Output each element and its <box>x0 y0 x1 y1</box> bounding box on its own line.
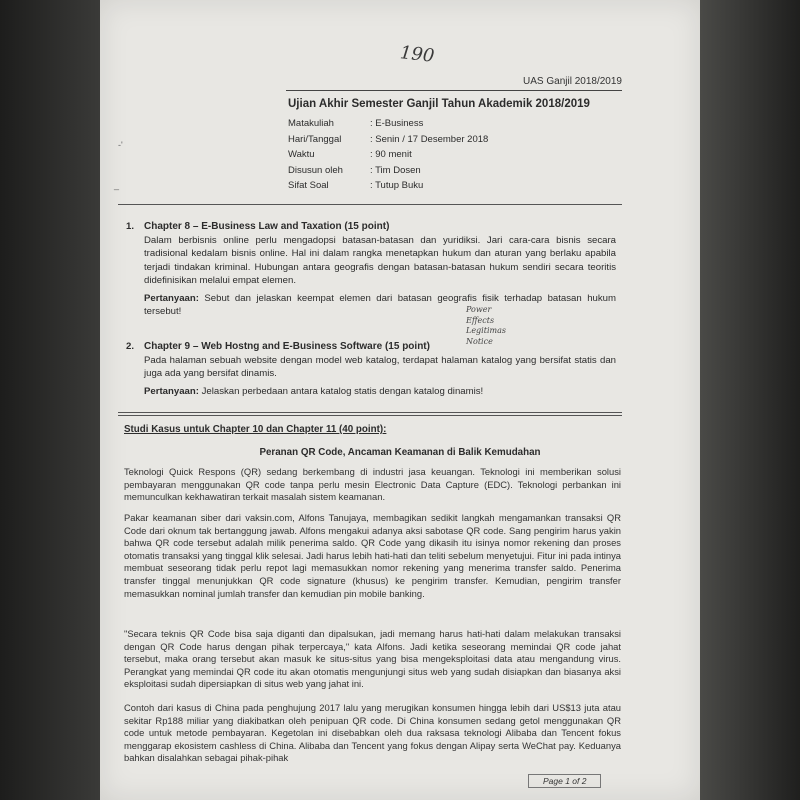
case-study-title: Peranan QR Code, Ancaman Keamanan di Balik Kemudahan <box>259 447 541 458</box>
info-key: Waktu <box>288 149 315 160</box>
info-key: Sifat Soal <box>288 180 329 191</box>
note-line: Notice <box>466 336 493 346</box>
section-divider <box>118 412 622 413</box>
background-right <box>700 0 800 800</box>
info-row-waktu <box>288 147 488 163</box>
info-row-disusun <box>288 163 488 179</box>
exam-info <box>288 116 488 194</box>
info-row-hari-tanggal <box>288 132 488 148</box>
ask-text: Jelaskan perbedaan antara katalog statis dengan katalog dinamis! <box>201 385 484 397</box>
info-row-sifat-soal <box>288 178 488 194</box>
case-study-heading: Studi Kasus untuk Chapter 10 dan Chapter 11 (40 point): <box>124 424 387 435</box>
page-indicator: Page 1 of 2 <box>528 774 601 788</box>
info-value: : Tim Dosen <box>370 164 421 176</box>
background-left <box>0 0 100 800</box>
info-value: : Tutup Buku <box>370 180 424 191</box>
question-number: 1. <box>126 221 135 232</box>
info-row-matakuliah <box>288 116 488 132</box>
info-key: Hari/Tanggal <box>288 133 342 145</box>
margin-mark: _ <box>114 180 120 190</box>
question-body: Pada halaman sebuah website dengan model web katalog, terdapat halaman katalog yang bersifat statis dan juga ada yang bersifat dinamis. <box>144 354 616 379</box>
ask-text: Sebut dan jelaskan keempat elemen dari batasan geografis fisik terhadap batasan hukum tersebut! <box>144 292 616 317</box>
question-2 <box>126 340 616 398</box>
section-divider <box>118 204 622 205</box>
note-line: Effects <box>466 315 495 325</box>
case-paragraph: Pakar keamanan siber dari vaksin.com, Alfons Tanujaya, membagikan sedikit langkah mengamankan transaksi QR Code dari oknum tak bertanggung jawab. Alfons mengakui adanya aksi sabotase QR code. Sang pengirim harus yakin bahwa QR code tersebut adalah milik penerima saldo. QR Code yang dikasih itu isinya nomor rekening dan proses otomatis transaksi yang tinggal klik selesai. Jadi harus lebih hati-hati dan teliti sebelum menyetujui. Fitur ini pada intinya membuat seseorang tidak perlu repot lagi memasukkan nomor rekening yang menerima transfer saldo. Penerima transfer tinggal menunjukkan QR code signature (khusus) ke pengirim transfer. Kemudian, pengirim transfer memasukkan nominal jumlah transfer dan kemudian pin mobile banking. <box>124 512 621 599</box>
note-line: Power <box>466 305 492 314</box>
info-key: Disusun oleh <box>288 164 343 176</box>
header-divider <box>286 90 622 91</box>
info-key: Matakuliah <box>288 118 334 129</box>
question-number: 2. <box>126 341 135 352</box>
info-value: : 90 menit <box>370 149 412 160</box>
note-line: Legitimas <box>466 326 506 335</box>
section-divider <box>118 415 622 416</box>
case-paragraph: "Secara teknis QR Code bisa saja diganti dan dipalsukan, jadi memang harus hati-hati dalam melakukan transaksi dengan QR Code harus dengan pihak terpercaya," kata Alfons. Jadi ketika seseorang memindai QR code jahat tersebut, maka orang tersebut akan masuk ke situs-situs yang bisa mengeksploitasi data atau mengandung virus. Perangkat yang memindai QR code itu akan otomatis mengunjungi situs web yang sudah disiapkan dan biasanya aksi eksploitasi sudah dipersiapkan di situs web yang jahat ini. <box>124 628 621 690</box>
exam-title: Ujian Akhir Semester Ganjil Tahun Akademik 2018/2019 <box>288 98 590 110</box>
exam-paper <box>100 0 700 800</box>
question-body: Dalam berbisnis online perlu mengadopsi batasan-batasan dan yuridiksi. Jari cara-cara bisnis secara tradisional kedalam bisnis online. Hal ini dalam rangka menetapkan hukum dan aturan yang berlaku apabila terjadi tindakan kriminal. Hubungan antara geografis dengan batasan-batasan hukum sendiri secara teoritis didefinisikan melalui empat elemen. <box>144 234 616 286</box>
case-paragraph: Teknologi Quick Respons (QR) sedang berkembang di industri jasa keuangan. Teknologi ini memberikan solusi pembayaran menggunakan QR code tanpa perlu mesin Electronic Data Capture (EDC). Teknologi perbankan ini memunculkan kekhawatiran terkait masalah sistem keamanan. <box>124 466 621 503</box>
ask-label: Pertanyaan: <box>144 292 199 304</box>
info-value: : Senin / 17 Desember 2018 <box>370 133 489 145</box>
question-heading: Chapter 9 – Web Hostng and E-Business Software (15 point) <box>144 341 430 352</box>
question-1 <box>126 220 616 319</box>
case-paragraph: Contoh dari kasus di China pada penghujung 2017 lalu yang merugikan konsumen hingga lebih dari US$13 juta atau sekitar Rp188 miliar yang diakibatkan oleh penipuan QR code. Di China konsumen sedang getol menggunakan QR code untuk metode pembayaran. Kegetolan ini disebabkan oleh dua raksasa teknologi Alibaba dan Tencent fokus menggarap ekosistem cashless di China. Alibaba dan Tencent yang fokus dengan Alipay serta WeChat pay. Keduanya bahkan disalahkan sebagai pihak-pihak <box>124 702 621 764</box>
header-right-label: UAS Ganjil 2018/2019 <box>523 76 622 87</box>
handwritten-number: 190 <box>398 42 436 67</box>
info-value: : E-Business <box>370 118 424 129</box>
ask-label: Pertanyaan: <box>144 385 199 397</box>
question-ask <box>144 385 616 399</box>
question-heading: Chapter 8 – E-Business Law and Taxation (15 point) <box>144 221 390 232</box>
margin-mark: -' <box>118 140 123 150</box>
question-ask <box>144 292 616 319</box>
